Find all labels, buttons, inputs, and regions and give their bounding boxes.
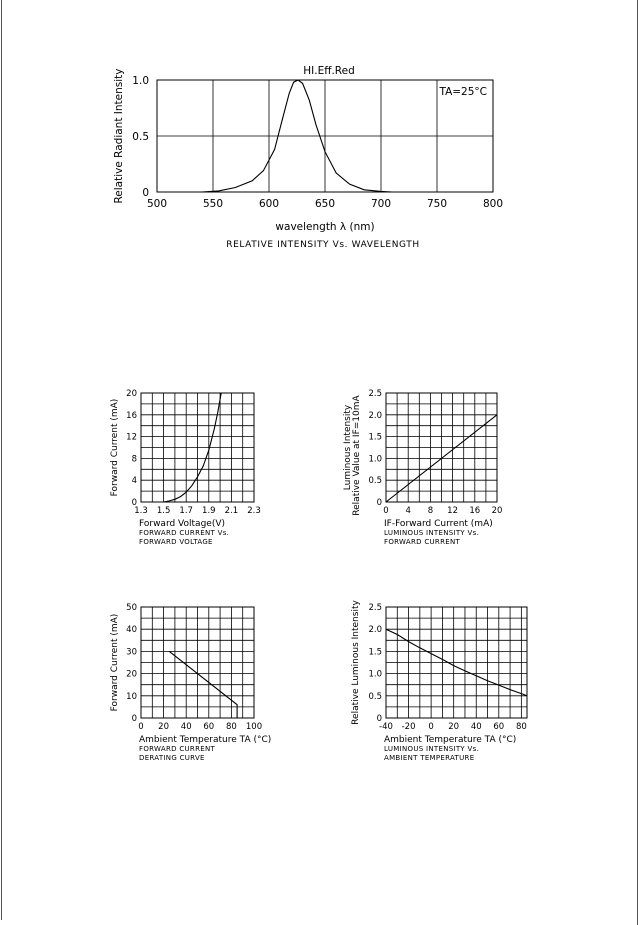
data-point [217, 412, 218, 413]
x-tick-label: 550 [202, 198, 224, 210]
y-tick-label: 10 [126, 691, 137, 702]
x-tick-label: 80 [515, 722, 527, 732]
data-point [197, 477, 198, 478]
data-point [289, 93, 290, 94]
x-tick-label: 0 [138, 722, 144, 732]
data-point [453, 665, 454, 666]
chart-caption: RELATIVE INTENSITY Vs. WAVELENGTH [226, 240, 420, 250]
data-point [218, 190, 219, 191]
data-point [521, 693, 522, 694]
x-tick-label: 100 [245, 722, 263, 732]
data-point [465, 671, 466, 672]
x-tick-label: 1.7 [179, 506, 193, 516]
data-point [175, 499, 176, 500]
y-tick-label: 40 [126, 625, 137, 636]
x-tick-label: 80 [225, 722, 237, 732]
data-point [235, 187, 236, 188]
x-tick-label: 1.9 [202, 506, 216, 516]
data-point [527, 695, 528, 696]
data-point [203, 466, 204, 467]
data-point [386, 629, 387, 630]
data-point [274, 149, 275, 150]
chart-caption: DERATING CURVE [139, 754, 205, 762]
x-tick-label: 0 [428, 722, 434, 732]
data-point [392, 192, 393, 193]
x-tick-label: 12 [447, 506, 459, 516]
y-tick-label: 1.0 [132, 75, 149, 87]
chart-1 [113, 65, 503, 250]
y-tick-label: 0.5 [132, 131, 149, 143]
y-tick-label: 12 [126, 432, 137, 443]
x-tick-label: 60 [203, 722, 215, 732]
x-axis-label: wavelength λ (nm) [275, 221, 375, 233]
x-tick-label: 1.5 [156, 506, 171, 516]
chart-5 [351, 600, 527, 762]
x-tick-label: 40 [470, 722, 482, 732]
x-axis-label: Forward Voltage(V) [139, 519, 225, 529]
y-tick-label: 20 [126, 669, 137, 680]
data-point [408, 641, 409, 642]
data-point [282, 119, 283, 120]
x-tick-label: 650 [314, 198, 336, 210]
x-tick-label: 0 [383, 506, 389, 516]
data-point [510, 689, 511, 690]
data-point [293, 82, 294, 83]
data-point [325, 151, 326, 152]
chart-caption: LUMINOUS INTENSITY Vs. [384, 745, 480, 753]
y-axis-label: Forward Current (mA) [110, 398, 120, 497]
x-tick-label: 750 [426, 198, 448, 210]
data-point [163, 502, 164, 503]
x-tick-label: 500 [146, 198, 168, 210]
y-tick-label: 1.0 [368, 669, 382, 680]
data-point [349, 184, 350, 185]
y-tick-label: 2.0 [368, 410, 382, 421]
y-tick-label: 4 [131, 476, 137, 487]
chart-caption: LUMINOUS INTENSITY Vs. [384, 529, 480, 537]
data-point [442, 659, 443, 660]
data-point [386, 502, 387, 503]
data-point [487, 680, 488, 681]
y-axis-label: Luminous Intensity [343, 404, 353, 491]
y-tick-label: 0 [131, 498, 137, 508]
data-point [221, 393, 222, 394]
x-tick-label: 700 [370, 198, 392, 210]
data-point [237, 704, 238, 705]
data-point [191, 485, 192, 486]
y-axis-label: Forward Current (mA) [110, 613, 120, 712]
data-point [214, 428, 215, 429]
chart-2 [110, 389, 261, 546]
data-point [186, 492, 187, 493]
data-point [419, 647, 420, 648]
x-axis-label: Ambient Temperature TA (°C) [384, 735, 517, 745]
chart-caption: FORWARD CURRENT [384, 538, 461, 546]
chart-caption: AMBIENT TEMPERATURE [384, 754, 475, 762]
y-tick-label: 2.5 [368, 603, 382, 613]
x-tick-label: 20 [491, 506, 503, 516]
data-point [381, 191, 382, 192]
data-point [336, 173, 337, 174]
data-point [180, 496, 181, 497]
x-tick-label: 16 [469, 506, 481, 516]
chart-caption: FORWARD CURRENT [139, 745, 216, 753]
x-tick-label: 600 [258, 198, 280, 210]
data-point [201, 192, 202, 193]
chart-title: HI.Eff.Red [303, 65, 355, 77]
x-tick-label: 40 [180, 722, 192, 732]
y-tick-label: 0 [376, 714, 382, 724]
x-tick-label: 2.3 [247, 506, 261, 516]
x-axis-label: IF-Forward Current (mA) [384, 519, 493, 529]
data-point [497, 414, 498, 415]
y-tick-label: 50 [126, 603, 137, 613]
data-point [169, 651, 170, 652]
y-tick-label: 2.0 [368, 625, 382, 636]
y-tick-label: 2.5 [368, 389, 382, 399]
y-tick-label: 16 [126, 410, 137, 421]
y-tick-label: 1.5 [368, 432, 382, 443]
y-tick-label: 1.5 [368, 647, 382, 658]
data-point [498, 685, 499, 686]
x-tick-label: -40 [379, 722, 393, 732]
y-tick-label: 0.5 [368, 476, 382, 487]
y-tick-label: 1.0 [368, 454, 382, 465]
x-tick-label: 60 [493, 722, 505, 732]
chart-3 [343, 389, 502, 546]
x-tick-label: 2.1 [224, 506, 239, 516]
y-tick-label: 0 [131, 714, 137, 724]
y-axis-label: Relative Luminous Intensity [351, 600, 361, 725]
x-tick-label: 1.3 [134, 506, 148, 516]
data-point [237, 718, 238, 719]
data-point [309, 100, 310, 101]
data-point [252, 180, 253, 181]
x-tick-label: -20 [401, 722, 416, 732]
data-point [302, 83, 303, 84]
y-tick-label: 0 [376, 498, 382, 508]
x-tick-label: 4 [405, 506, 411, 516]
y-tick-label: 20 [126, 389, 137, 399]
x-axis-label: Ambient Temperature TA (°C) [139, 735, 272, 745]
chart-caption: FORWARD CURRENT Vs. [139, 529, 230, 537]
y-tick-label: 0 [142, 187, 149, 199]
data-point [431, 653, 432, 654]
chart-annotation: TA=25°C [439, 86, 487, 98]
y-tick-label: 8 [131, 454, 137, 465]
data-point [397, 634, 398, 635]
data-point [476, 675, 477, 676]
y-tick-label: 30 [126, 647, 137, 658]
data-point [208, 450, 209, 451]
y-tick-label: 0.5 [368, 691, 382, 702]
y-axis-label: Relative Radiant Intensity [113, 68, 125, 204]
data-point [316, 124, 317, 125]
data-point [263, 170, 264, 171]
chart-4 [110, 603, 271, 762]
y-axis-label: Relative Value at IF=10mA [352, 395, 362, 516]
data-point [364, 189, 365, 190]
chart-caption: FORWARD VOLTAGE [139, 538, 213, 546]
x-tick-label: 8 [427, 506, 434, 516]
x-tick-label: 20 [158, 722, 170, 732]
x-tick-label: 20 [448, 722, 460, 732]
data-point [169, 501, 170, 502]
data-point [298, 80, 299, 81]
x-tick-label: 800 [482, 198, 504, 210]
